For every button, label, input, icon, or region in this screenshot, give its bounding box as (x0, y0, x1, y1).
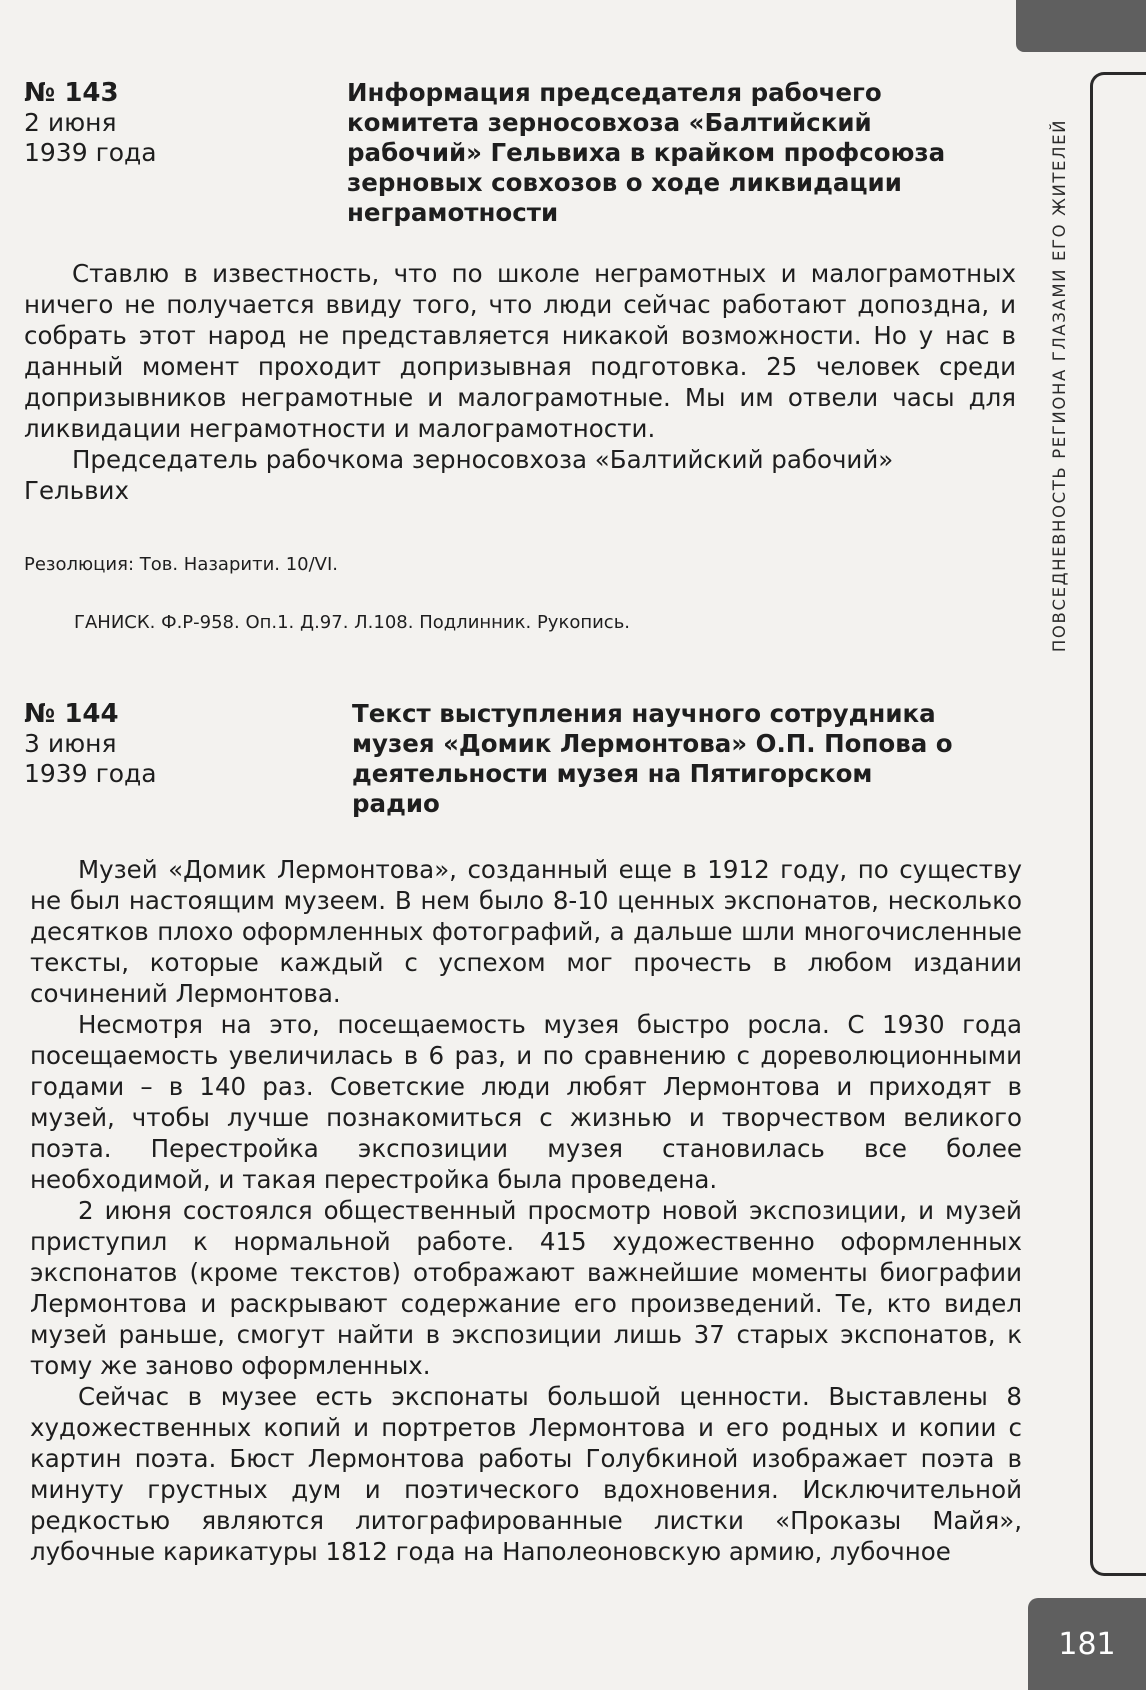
doc143-meta (24, 78, 157, 168)
doc143-paragraph: Ставлю в известность, что по школе неграмотных и малограмотных ничего не получается ввиду того, что люди сейчас работают допоздна, и собрать этот народ не представляется никакой возможности. Но у нас в данный момент проходит допризывная подготовка. 25 человек среди допризывников неграмотные и малограмотные. Мы им отвели часы для ликвидации неграмотности и малограмотности. (24, 259, 1016, 443)
doc143-date-day: 2 июня (24, 108, 117, 137)
doc143-signature-name: Гельвих (24, 476, 129, 505)
doc143-body (24, 258, 1016, 506)
doc143-number: № 143 (24, 78, 119, 108)
margin-frame (1090, 72, 1146, 1576)
doc144-meta (24, 699, 157, 789)
doc143-date-year: 1939 года (24, 138, 157, 167)
doc144-paragraph-2: Несмотря на это, посещаемость музея быстро росла. С 1930 года посещаемость увеличилась в 6 раз, и по сравнению с дореволюционными годами – в 140 раз. Советские люди любят Лермонтова и приходят в музей, чтобы лучше познакомиться с жизнью и творчеством великого поэта. Перестройка экспозиции музея становилась все более необходимой, и такая перестройка была проведена. (30, 1010, 1022, 1194)
side-caption-text: ПОВСЕДНЕВНОСТЬ РЕГИОНА ГЛАЗАМИ ЕГО ЖИТЕЛЕЙ (1050, 118, 1070, 652)
doc143-resolution: Резолюция: Тов. Назарити. 10/VI. (24, 554, 339, 575)
doc144-body (30, 854, 1022, 1567)
doc144-paragraph-4: Сейчас в музее есть экспонаты большой ценности. Выставлены 8 художественных копий и портретов Лермонтова и его родных и копии с картин поэта. Бюст Лермонтова работы Голубкиной изображает поэта в минуту грустных дум и поэтического вдохновения. Исключительной редкостью являются литографированные листки «Проказы Майя», лубочные карикатуры 1812 года на Наполеоновскую армию, лубочное (30, 1382, 1022, 1566)
doc144-title: Текст выступления научного сотрудника музея «Домик Лермонтова» О.П. Попова о деятельности музея на Пятигорском радио (352, 699, 953, 818)
doc144-date-day: 3 июня (24, 729, 117, 758)
doc144-date-year: 1939 года (24, 759, 157, 788)
corner-tab (1016, 0, 1146, 52)
doc143-source: ГАНИСК. Ф.Р-958. Оп.1. Д.97. Л.108. Подлинник. Рукопись. (74, 612, 631, 633)
doc143-title: Информация председателя рабочего комитета зерносовхоза «Балтийский рабочий» Гельвиха в крайком профсоюза зерновых совхозов о ходе ликвидации неграмотности (347, 78, 946, 227)
page-number: 181 (1028, 1598, 1146, 1690)
doc144-paragraph-3: 2 июня состоялся общественный просмотр новой экспозиции, и музей приступил к нормальной работе. 415 художественно оформленных экспонатов (кроме текстов) отображают важнейшие моменты биографии Лермонтова и раскрывают содержание его произведений. Те, кто видел музей раньше, смогут найти в экспозиции лишь 37 старых экспонатов, к тому же заново оформленных. (30, 1196, 1022, 1380)
doc143-signature-title: Председатель рабочкома зерносовхоза «Балтийский рабочий» (72, 445, 894, 474)
doc144-number: № 144 (24, 699, 119, 729)
doc144-paragraph-1: Музей «Домик Лермонтова», созданный еще в 1912 году, по существу не был настоящим музеем. В нем было 8-10 ценных экспонатов, несколько десятков плохо оформленных фотографий, а дальше шли многочисленные тексты, которые каждый с успехом мог прочесть в любом издании сочинений Лермонтова. (30, 855, 1022, 1008)
side-caption (1046, 72, 1074, 698)
